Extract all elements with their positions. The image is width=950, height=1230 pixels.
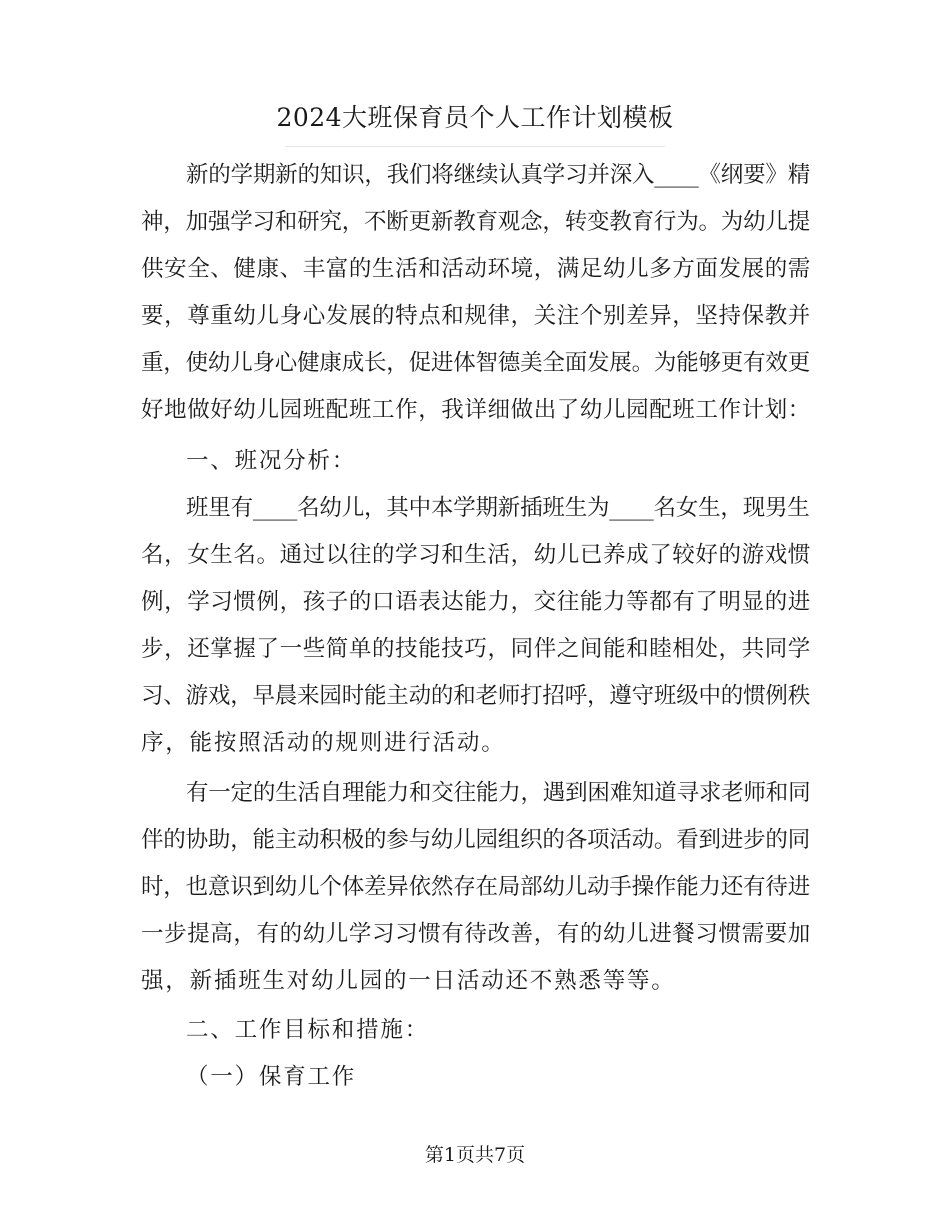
paragraph-line: 习、游戏，早晨来园时能主动的和老师打招呼，遵守班级中的惯例秩: [141, 683, 811, 709]
paragraph-line: 有一定的生活自理能力和交往能力，遇到困难知道寻求老师和同: [186, 780, 811, 806]
paragraph-line: 时，也意识到幼儿个体差异依然存在局部幼儿动手操作能力还有待进: [141, 874, 811, 900]
paragraph-line: 名，女生名。通过以往的学习和生活，幼儿已养成了较好的游戏惯: [141, 542, 811, 568]
paragraph-line: 供安全、健康、丰富的生活和活动环境，满足幼儿多方面发展的需: [141, 256, 811, 282]
paragraph-line: 序，能按照活动的规则进行活动。: [141, 730, 506, 756]
paragraph-line: 伴的协助，能主动积极的参与幼儿园组织的各项活动。看到进步的同: [141, 827, 811, 853]
paragraph-line: 好地做好幼儿园班配班工作，我详细做出了幼儿园配班工作计划：: [141, 397, 811, 423]
title-divider: [285, 146, 665, 147]
document-title: 2024大班保育员个人工作计划模板: [276, 103, 674, 132]
paragraph-line: 新的学期新的知识，我们将继续认真学习并深入____《纲要》精: [186, 162, 811, 188]
paragraph-line: 神，加强学习和研究，不断更新教育观念，转变教育行为。为幼儿提: [141, 209, 811, 235]
page-number: 第1页共7页: [424, 1144, 526, 1166]
paragraph-line: 例，学习惯例，孩子的口语表达能力，交往能力等都有了明显的进: [141, 589, 811, 615]
paragraph-line: 要，尊重幼儿身心发展的特点和规律，关注个别差异，坚持保教并: [141, 303, 811, 329]
paragraph-line: 重，使幼儿身心健康成长，促进体智德美全面发展。为能够更有效更: [141, 350, 811, 376]
paragraph-line: 步，还掌握了一些简单的技能技巧，同伴之间能和睦相处，共同学: [141, 636, 811, 662]
section-heading: 一、班况分析：: [186, 448, 357, 474]
paragraph-line: 一步提高，有的幼儿学习习惯有待改善，有的幼儿进餐习惯需要加: [141, 921, 811, 947]
paragraph-line: 强，新插班生对幼儿园的一日活动还不熟悉等等。: [141, 968, 676, 994]
subsection-heading: （一）保育工作: [186, 1064, 357, 1090]
paragraph-line: 班里有____名幼儿，其中本学期新插班生为____名女生，现男生: [186, 495, 810, 521]
section-heading: 二、工作目标和措施：: [186, 1017, 430, 1043]
